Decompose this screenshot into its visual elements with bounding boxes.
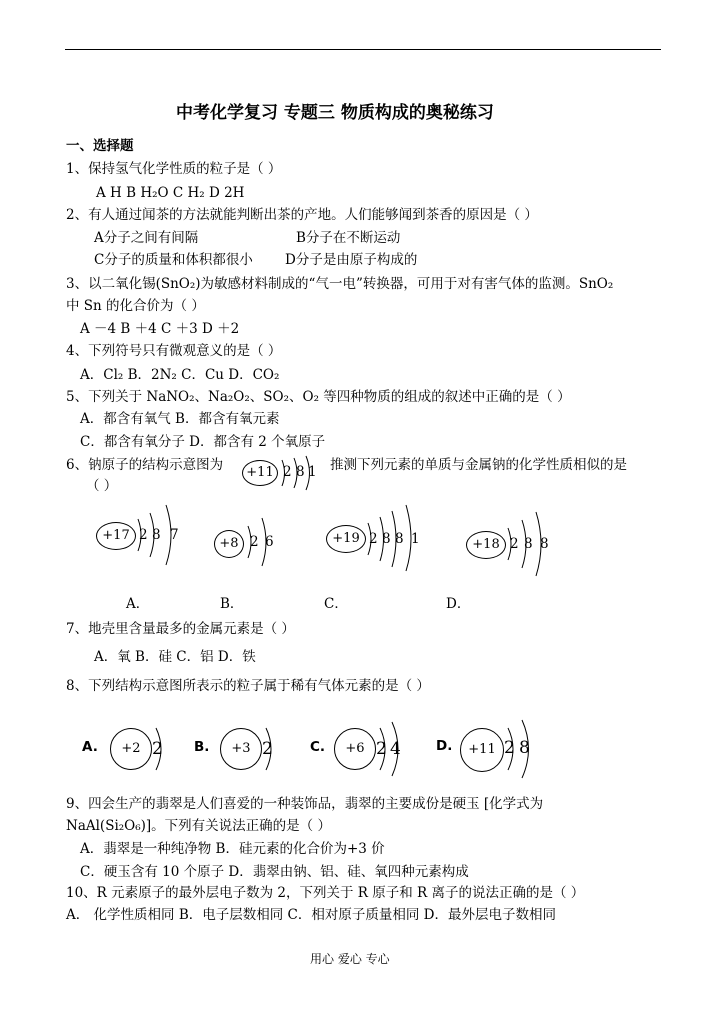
q2-stem: 2、有人通过闻茶的方法就能判断出茶的产地。人们能够闻到茶香的原因是（ ） (66, 207, 538, 223)
q6-label-d: D． (446, 596, 471, 612)
shell-count: 8 (524, 536, 533, 552)
q9-row1: A．翡翠是一种纯净物 B．硅元素的化合价为+3 价 (80, 841, 385, 857)
page-footer: 用心 爱心 专心 (310, 952, 390, 966)
shell-count: 8 (382, 531, 391, 547)
q3-line1: 3、以二氧化锡(SnO₂)为敏感材料制成的“气一电”转换器，可用于对有害气体的监测。SnO₂ (66, 276, 614, 292)
q6-label-b: B． (220, 596, 244, 612)
q2-option-c: C分子的质量和体积都很小 (94, 252, 253, 268)
q6-stem-a: 6、钠原子的结构示意图为 (66, 457, 224, 473)
shell-count: 6 (265, 534, 274, 550)
q8-stem: 8、下列结构示意图所表示的粒子属于稀有气体元素的是（ ） (66, 678, 430, 694)
shell-count: 2 (139, 527, 148, 543)
shell-count: 4 (390, 739, 401, 759)
section-heading: 一、选择题 (66, 138, 134, 154)
nucleus: +3 (220, 728, 262, 770)
electron-shell-arcs (82, 724, 182, 774)
q6-atom-c (326, 505, 426, 567)
q9-row2: C．硬玉含有 10 个原子 D．翡翠由钠、铝、硅、氧四种元素构成 (80, 864, 469, 880)
q2-option-b: B分子在不断运动 (296, 230, 401, 246)
option-label: D. (436, 738, 453, 754)
q6-stem-c: （ ） (86, 478, 118, 494)
q1-options: A H B H₂O C H₂ D 2H (96, 185, 245, 201)
option-label: A. (82, 739, 98, 755)
q4-options: A．Cl₂ B．2N₂ C．Cu D．CO₂ (80, 367, 280, 383)
shell-count: 7 (170, 527, 179, 543)
option-label: C. (310, 739, 326, 755)
nucleus: +2 (110, 728, 152, 770)
q6-stem-b: 推测下列元素的单质与金属钠的化学性质相似的是 (330, 457, 627, 473)
q6-label-a: A． (126, 596, 150, 612)
shell-count: 1 (308, 464, 317, 480)
q1-stem: 1、保持氢气化学性质的粒子是（ ） (66, 161, 282, 177)
q8-atom-a (82, 724, 182, 774)
shell-count: 1 (411, 531, 420, 547)
q5-stem: 5、下列关于 NaNO₂、Na₂O₂、SO₂、O₂ 等四种物质的组成的叙述中正确的是（ ） (66, 389, 571, 405)
nucleus: +17 (96, 522, 136, 550)
nucleus: +6 (334, 728, 376, 770)
nucleus: +11 (242, 460, 278, 486)
q6-atom-b (214, 512, 294, 568)
nucleus: +18 (466, 531, 506, 559)
nucleus: +11 (460, 728, 504, 772)
option-label: B. (194, 739, 210, 755)
q5-row1: A．都含有氧气 B．都含有氧元素 (80, 411, 280, 427)
q3-line2: 中 Sn 的化合价为（ ） (66, 298, 205, 314)
q6-label-c: C． (324, 596, 348, 612)
q7-options: A．氧 B．硅 C．铝 D．铁 (94, 649, 256, 665)
shell-count: 8 (152, 527, 161, 543)
q3-options: A －4 B ＋4 C ＋3 D ＋2 (80, 321, 240, 337)
q9-line1: 9、四会生产的翡翠是人们喜爱的一种装饰品，翡翠的主要成份是硬玉 [化学式为 (66, 796, 544, 812)
q8-atom-b (194, 724, 294, 774)
shell-count: 2 (504, 738, 515, 758)
q8-atom-c (310, 722, 410, 776)
q7-stem: 7、地壳里含量最多的金属元素是（ ） (66, 621, 295, 637)
shell-count: 2 (262, 739, 273, 759)
q8-atom-d (436, 720, 546, 776)
q10-options: A． 化学性质相同 B．电子层数相同 C．相对原子质量相同 D．最外层电子数相同 (66, 907, 556, 923)
q9-line2: NaAl(Si₂O₆)]。下列有关说法正确的是（ ） (66, 818, 331, 834)
shell-count: 2 (376, 739, 387, 759)
shell-count: 8 (296, 464, 305, 480)
shell-count: 2 (283, 464, 292, 480)
shell-count: 8 (540, 536, 549, 552)
nucleus: +8 (214, 530, 244, 558)
shell-count: 2 (369, 531, 378, 547)
q6-atom-a (92, 505, 192, 565)
page-title: 中考化学复习 专题三 物质构成的奥秘练习 (176, 103, 494, 123)
shell-count: 2 (250, 534, 259, 550)
q2-option-d: D分子是由原子构成的 (285, 252, 418, 268)
q5-row2: C．都含有氧分子 D．都含有 2 个氧原子 (80, 434, 326, 450)
q6-atom-d (466, 510, 566, 570)
shell-count: 8 (519, 738, 530, 758)
q4-stem: 4、下列符号只有微观意义的是（ ） (66, 343, 282, 359)
shell-count: 8 (395, 531, 404, 547)
q10-stem: 10、R 元素原子的最外层电子数为 2，下列关于 R 原子和 R 离子的说法正确的是（ ） (66, 885, 585, 901)
shell-count: 2 (510, 536, 519, 552)
shell-count: 2 (152, 739, 163, 759)
nucleus: +19 (326, 525, 366, 553)
header-rule (65, 49, 661, 50)
sodium-atom-diagram (242, 458, 322, 488)
q2-option-a: A分子之间有间隔 (94, 230, 199, 246)
electron-shell-arcs (194, 724, 294, 774)
